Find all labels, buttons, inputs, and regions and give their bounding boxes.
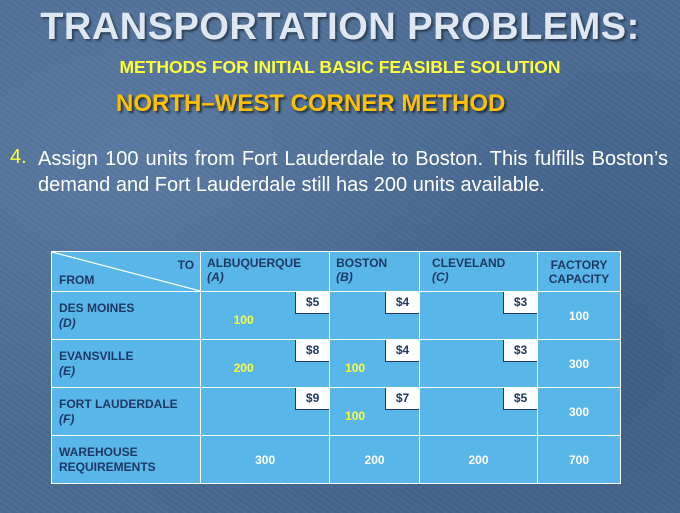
method-heading: NORTH–WEST CORNER METHOD [116, 90, 506, 117]
row-name: EVANSVILLE [59, 348, 134, 363]
route-cell [330, 340, 420, 388]
allocation-value: 100 [345, 409, 366, 423]
step-number: 4. [10, 146, 27, 168]
capacity-value: 300 [538, 340, 621, 388]
row-header-f [52, 388, 201, 436]
row-code: (D) [59, 315, 76, 330]
table-row [52, 388, 621, 436]
requirements-row [52, 436, 621, 484]
requirement-value: 300 [201, 436, 330, 484]
cost-box: $4 [385, 340, 419, 362]
capacity-header [538, 252, 621, 292]
cost-box: $3 [503, 340, 537, 362]
row-header-e [52, 340, 201, 388]
route-cell [201, 340, 330, 388]
capacity-value: 300 [538, 388, 621, 436]
row-code: (E) [59, 363, 75, 378]
cost-box: $8 [295, 340, 329, 362]
cost-box: $3 [503, 292, 537, 314]
column-header-b [330, 252, 420, 292]
corner-to-label: TO [177, 258, 195, 272]
allocation-value: 200 [233, 361, 254, 375]
route-cell [330, 292, 420, 340]
column-header-c [420, 252, 538, 292]
row-header-d [52, 292, 201, 340]
total-value: 700 [538, 436, 621, 484]
row-code: (F) [59, 411, 75, 426]
step-text: Assign 100 units from Fort Lauderdale to Boston. This fulfills Boston’s demand and Fort Lauderdale still has 200 units available. [38, 148, 668, 196]
slide-title: TRANSPORTATION PROBLEMS: [40, 6, 640, 48]
table-row [52, 292, 621, 340]
row-name: FORT LAUDERDALE [59, 396, 178, 411]
corner-from-label: FROM [59, 273, 95, 287]
requirements-label [52, 436, 201, 484]
allocation-value: 100 [233, 313, 254, 327]
column-name: BOSTON [336, 256, 388, 270]
column-code: (C) [432, 270, 449, 284]
column-name: ALBUQUERQUE [207, 256, 302, 270]
cost-box: $4 [385, 292, 419, 314]
requirements-label-text: WAREHOUSE REQUIREMENTS [59, 444, 156, 474]
route-cell [420, 292, 538, 340]
transportation-table [51, 251, 621, 484]
cost-box: $5 [503, 388, 537, 410]
column-name: CLEVELAND [432, 256, 506, 270]
slide-subtitle: METHODS FOR INITIAL BASIC FEASIBLE SOLUTION [119, 57, 561, 77]
requirement-value: 200 [420, 436, 538, 484]
requirement-value: 200 [330, 436, 420, 484]
column-code: (A) [207, 270, 224, 284]
route-cell [420, 388, 538, 436]
allocation-value: 100 [345, 361, 366, 375]
table-row [52, 340, 621, 388]
route-cell [201, 292, 330, 340]
corner-cell [52, 252, 201, 292]
cost-box: $9 [295, 388, 329, 410]
cost-box: $7 [385, 388, 419, 410]
route-cell [201, 388, 330, 436]
cost-box: $5 [295, 292, 329, 314]
row-name: DES MOINES [59, 300, 135, 315]
route-cell [330, 388, 420, 436]
column-header-a [201, 252, 330, 292]
column-code: (B) [336, 270, 353, 284]
capacity-header-label: FACTORY CAPACITY [548, 257, 610, 286]
route-cell [420, 340, 538, 388]
capacity-value: 100 [538, 292, 621, 340]
